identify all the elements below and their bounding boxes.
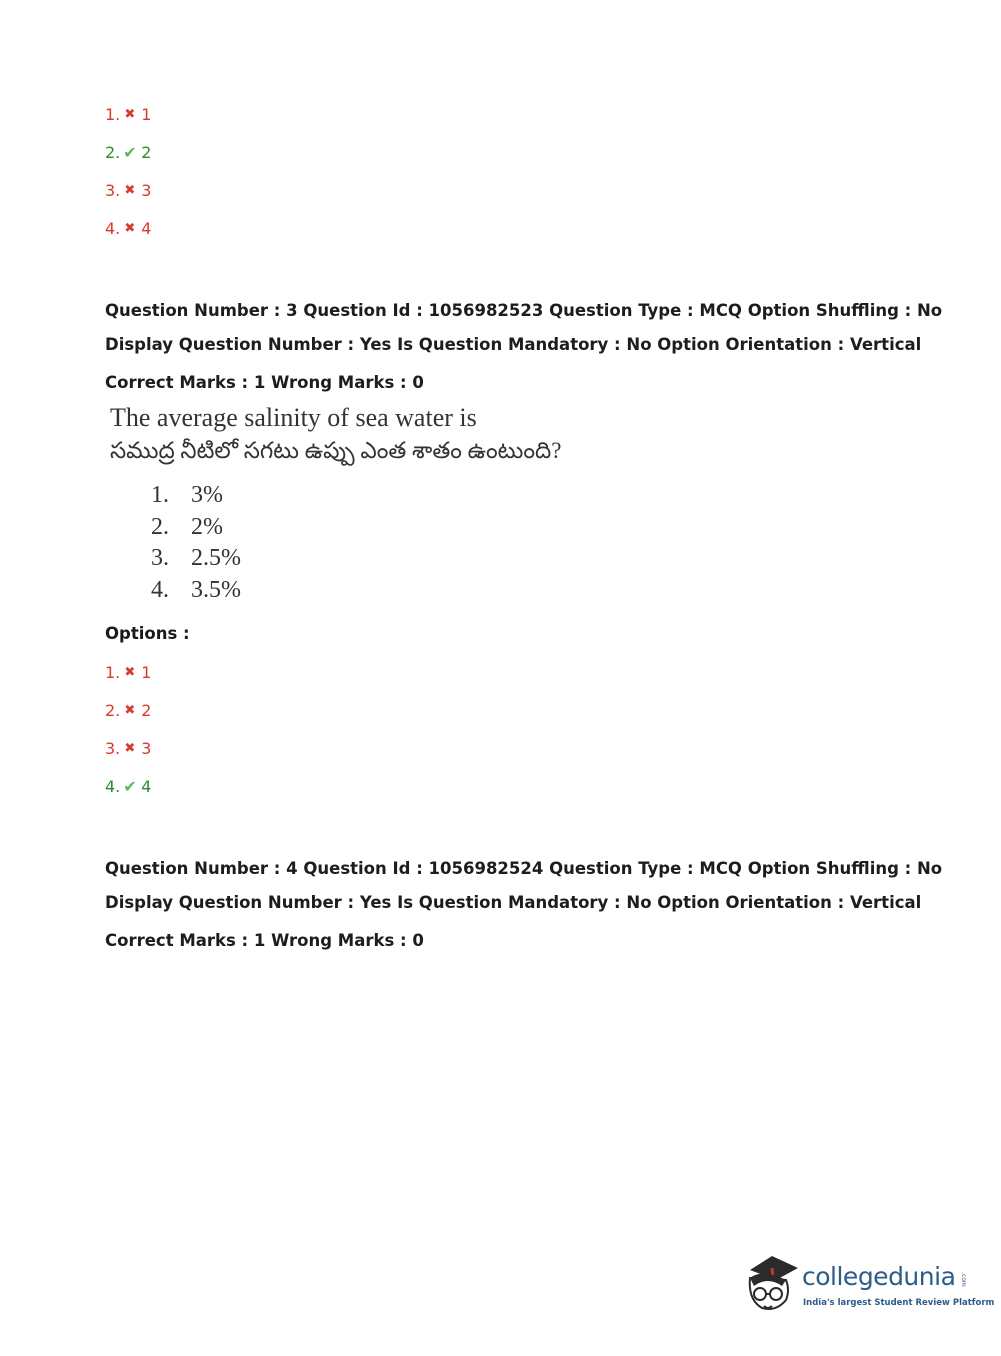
cross-icon: ✖ [124,221,136,236]
choice-row [151,575,241,607]
choice-row [151,512,241,544]
q4-meta-line2: Display Question Number : Yes Is Question Mandatory : No Option Orientation : Vertical [105,893,922,912]
option-row [105,210,151,248]
choice-row [151,543,241,575]
choice-value: 3.5% [191,576,241,603]
cross-icon: ✖ [124,703,136,718]
cross-icon: ✖ [124,741,136,756]
question-text-telugu: సముద్ర నీటిలో సగటు ఉప్పు ఎంత శాతం ఉంటుంది? [110,438,562,463]
q3-meta-line2: Display Question Number : Yes Is Question Mandatory : No Option Orientation : Vertical [105,335,922,354]
logo-domain-text: .com [960,1272,967,1287]
choice-value: 2.5% [191,545,241,571]
choice-number: 2. [151,513,169,540]
mascot-icon [742,1250,802,1320]
q3-options-list [105,654,151,806]
options-label: Options : [105,624,190,643]
question-choices [151,480,241,606]
option-value: 3 [141,181,152,200]
option-row [105,96,151,134]
option-value: 2 [141,143,152,162]
option-value: 1 [141,105,152,124]
option-number: 2. [105,143,121,162]
logo-brand-text: collegedunia [802,1262,956,1291]
option-value: 1 [141,663,152,682]
option-number: 3. [105,181,121,200]
option-value: 2 [141,701,152,720]
q4-meta-line1: Question Number : 4 Question Id : 1056982524 Question Type : MCQ Option Shuffling : No [105,859,943,878]
q3-meta-line3: Correct Marks : 1 Wrong Marks : 0 [105,373,424,392]
option-row [105,134,151,172]
choice-number: 4. [151,576,169,603]
option-row [105,768,151,806]
option-value: 4 [141,777,152,796]
cross-icon: ✖ [124,665,136,680]
cross-icon: ✖ [124,107,136,122]
option-value: 3 [141,739,152,758]
question-text [110,403,561,467]
choice-row [151,480,241,512]
option-row [105,172,151,210]
logo-tagline: India's largest Student Review Platform [803,1298,995,1308]
option-number: 2. [105,701,121,720]
option-number: 1. [105,663,121,682]
cross-icon: ✖ [124,183,136,198]
choice-number: 3. [151,545,169,571]
option-number: 3. [105,739,121,758]
choice-number: 1. [151,482,169,508]
option-number: 4. [105,219,121,238]
collegedunia-logo [742,1250,995,1320]
q4-meta-line3: Correct Marks : 1 Wrong Marks : 0 [105,931,424,950]
option-value: 4 [141,219,152,238]
choice-value: 2% [191,513,223,540]
choice-value: 3% [191,482,223,508]
prev-options-list [105,96,151,248]
option-row [105,730,151,768]
option-row [105,692,151,730]
option-row [105,654,151,692]
option-number: 1. [105,105,121,124]
check-icon: ✔ [123,777,137,796]
q3-meta-line1: Question Number : 3 Question Id : 1056982523 Question Type : MCQ Option Shuffling : No [105,301,943,320]
option-number: 4. [105,777,121,796]
question-text-english: The average salinity of sea water is [110,403,477,432]
check-icon: ✔ [123,143,137,162]
